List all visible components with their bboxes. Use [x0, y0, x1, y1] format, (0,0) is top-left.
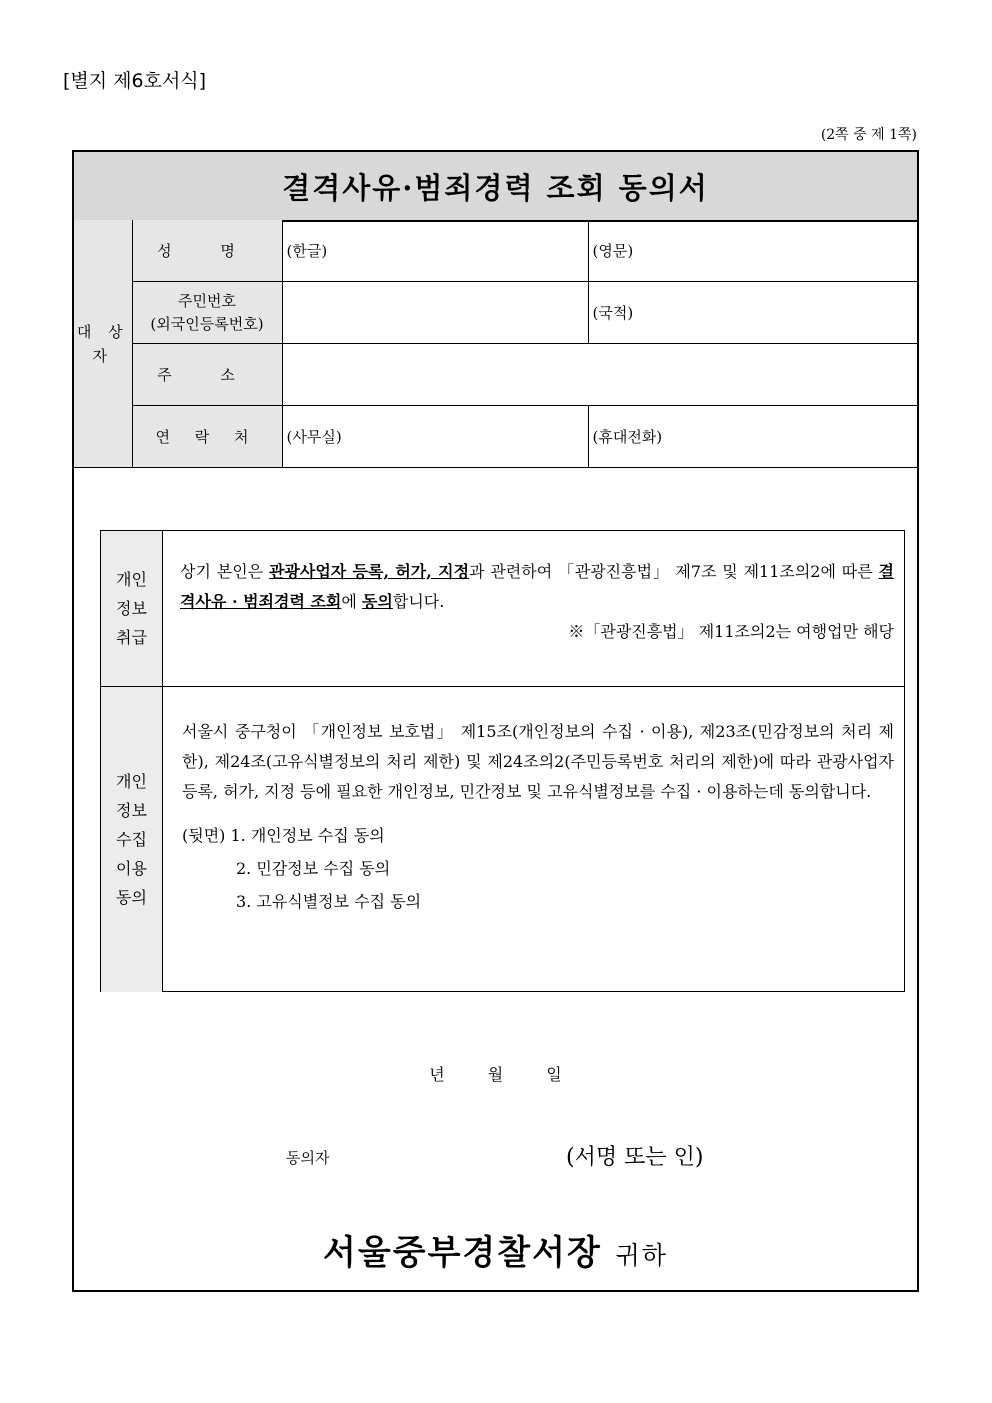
handling-text: 과 관련하여 「관광진흥법」 제7조 및 제11조의2에 따른 — [469, 562, 879, 581]
collection-item-text: 1. 개인정보 수집 동의 — [230, 826, 385, 845]
handling-label-line: 정보 — [116, 599, 147, 618]
contact-label-text: 연 락 처 — [155, 428, 259, 446]
collection-section-label — [101, 687, 163, 992]
name-label-text: 성 명 — [157, 242, 257, 260]
collection-label-line: 동의 — [116, 888, 147, 907]
collection-items — [182, 819, 894, 918]
form-title: 결격사유·범죄경력 조회 동의서 — [74, 152, 917, 222]
subject-label-line1: 대 상 — [76, 322, 129, 341]
office-phone-hint: (사무실) — [286, 428, 342, 446]
consent-box — [100, 530, 905, 992]
contact-label — [132, 406, 282, 468]
collection-label-line: 개인 — [116, 772, 147, 791]
collection-section-content — [163, 717, 904, 918]
id-number-label — [132, 282, 282, 344]
addressee-name: 서울중부경찰서장 — [323, 1233, 602, 1273]
back-side-prefix: (뒷면) — [182, 826, 226, 845]
handling-section-label — [101, 531, 163, 686]
subject-label-line2: 자 — [92, 346, 113, 365]
name-korean-hint: (한글) — [286, 242, 328, 260]
collection-item: 3. 고유식별정보 수집 동의 — [236, 892, 422, 911]
handling-text: 에 — [341, 592, 362, 611]
handling-emphasis: 관광사업자 등록, 허가, 지정 — [268, 562, 470, 581]
consent-form — [72, 150, 919, 1292]
section-divider — [101, 686, 904, 687]
name-english-hint: (영문) — [592, 242, 634, 260]
id-label-line1: 주민번호 — [178, 291, 236, 310]
date-line[interactable]: 년 월 일 — [429, 1065, 562, 1084]
addressee-suffix: 귀하 — [615, 1241, 668, 1270]
name-korean-field[interactable] — [282, 220, 588, 282]
form-number-label: [별지 제6호서식] — [63, 70, 207, 92]
name-label — [132, 220, 282, 282]
mobile-phone-field[interactable] — [588, 406, 917, 468]
collection-label-line: 수집 — [116, 830, 147, 849]
collection-item: 2. 민감정보 수집 동의 — [236, 859, 391, 878]
address-label — [132, 344, 282, 406]
handling-statement — [180, 557, 894, 617]
handling-text: 상기 본인은 — [180, 562, 269, 581]
handling-label-line: 취급 — [116, 628, 147, 647]
handling-label-line: 개인 — [116, 570, 147, 589]
collection-label-line: 이용 — [116, 859, 147, 878]
handling-note: ※「관광진흥법」 제11조의2는 여행업만 해당 — [568, 622, 894, 641]
handling-section-content — [163, 557, 904, 647]
handling-emphasis: 동의 — [361, 592, 393, 611]
nationality-field[interactable] — [588, 282, 917, 344]
collection-item — [182, 819, 894, 852]
subject-info-table — [74, 220, 917, 468]
nationality-hint: (국적) — [592, 304, 634, 322]
address-label-text: 주 소 — [157, 366, 257, 384]
address-field[interactable] — [282, 344, 917, 406]
name-english-field[interactable] — [588, 220, 917, 282]
collection-label-line: 정보 — [116, 801, 147, 820]
consenter-label: 동의자 — [286, 1149, 330, 1167]
mobile-phone-hint: (휴대전화) — [592, 428, 663, 446]
handling-emphasis: 결격사유 · 범죄경력 조회 — [180, 562, 894, 611]
handling-text: 합니다. — [392, 592, 445, 611]
id-number-field[interactable] — [282, 282, 588, 344]
office-phone-field[interactable] — [282, 406, 588, 468]
signature-field[interactable]: (서명 또는 인) — [566, 1145, 704, 1170]
page-indicator: (2쪽 중 제 1쪽) — [820, 127, 917, 143]
id-label-line2: (외국인등록번호) — [150, 314, 264, 333]
collection-statement: 서울시 중구청이 「개인정보 보호법」 제15조(개인정보의 수집 · 이용), 제23조(민감정보의 처리 제한), 제24조(고유식별정보의 처리 제한) 및 제24조의2(주민등록번호 처리의 제한)에 따라 관광사업자 등록, 허가, 지정 등에 필요한 개인정보, 민간정보 및 고유식별정보를 수집 · 이용하는데 동의합니다. — [182, 722, 895, 801]
addressee — [74, 1225, 917, 1274]
subject-section-label — [74, 220, 132, 468]
